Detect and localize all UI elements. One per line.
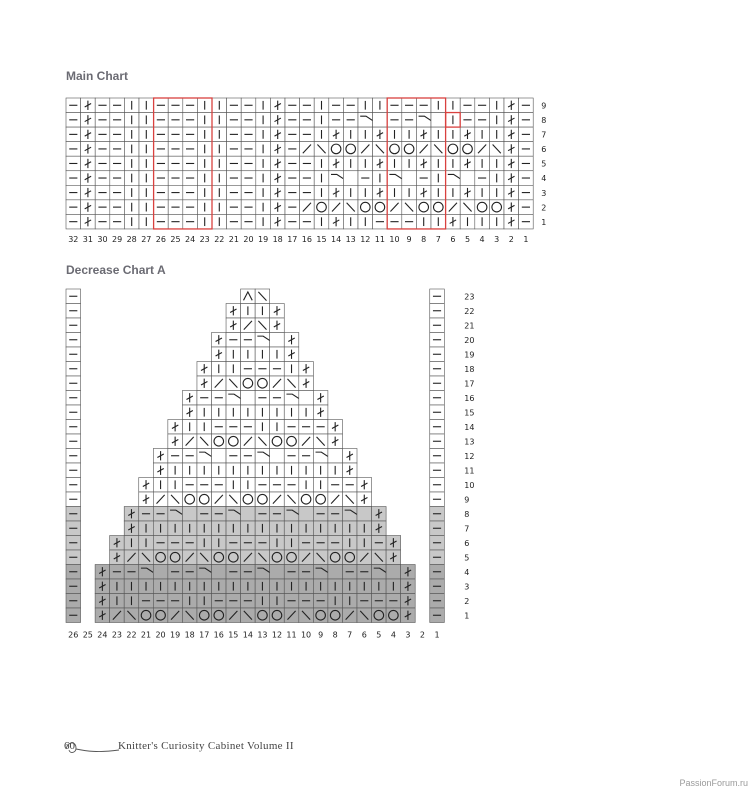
main-chart-col-label: 16	[301, 234, 312, 244]
decrease-chart-col-label: 12	[271, 630, 283, 640]
decrease-chart-cell	[328, 449, 343, 464]
decrease-chart-cell	[299, 507, 314, 522]
decrease-chart-col-label: 9	[318, 630, 324, 640]
decrease-chart-cell	[299, 391, 314, 406]
decrease-chart-row-label: 19	[464, 350, 475, 360]
decrease-chart-row-label: 4	[464, 567, 470, 577]
decrease-chart-row-label: 10	[464, 480, 475, 490]
main-chart-row-label: 7	[541, 130, 547, 140]
decrease-chart-cell	[241, 507, 256, 522]
decrease-chart-cell	[270, 565, 285, 580]
decrease-chart-cell	[255, 449, 270, 464]
decrease-chart-col-label: 24	[97, 630, 108, 640]
decrease-chart-col-label: 11	[286, 630, 297, 640]
main-chart-col-label: 12	[360, 234, 371, 244]
decrease-chart-row-label: 21	[464, 321, 475, 331]
decrease-chart-col-label: 21	[140, 630, 152, 640]
main-chart-col-label: 21	[228, 234, 239, 244]
decrease-chart-cell	[212, 449, 227, 464]
decrease-chart-cell	[284, 391, 299, 406]
decrease-chart-cell	[139, 565, 154, 580]
decrease-chart-cell	[241, 391, 256, 406]
decrease-chart-row-label: 1	[464, 611, 470, 621]
main-chart-col-label: 8	[421, 234, 427, 244]
main-chart-col-label: 10	[389, 234, 400, 244]
decrease-chart-cell	[197, 565, 212, 580]
main-chart-col-label: 25	[170, 234, 181, 244]
decrease-chart-cell	[270, 449, 285, 464]
main-chart-col-label: 9	[406, 234, 412, 244]
decrease-chart-cell	[226, 391, 241, 406]
main-chart-col-label: 31	[82, 234, 93, 244]
decrease-chart-cell	[212, 565, 227, 580]
main-chart-row-label: 2	[541, 203, 547, 213]
main-chart-col-label: 29	[112, 234, 123, 244]
decrease-chart-cell	[357, 507, 372, 522]
main-chart-title: Main Chart	[66, 69, 129, 83]
decrease-chart-row-label: 7	[464, 524, 470, 534]
decrease-chart-row-label: 12	[464, 451, 475, 461]
decrease-chart-col-label: 7	[347, 630, 353, 640]
decrease-chart-cell	[386, 565, 401, 580]
decrease-chart-col-label: 4	[390, 630, 396, 640]
main-chart-col-label: 4	[479, 234, 485, 244]
decrease-chart-col-label: 23	[111, 630, 123, 640]
decrease-chart-row-label: 17	[464, 379, 475, 389]
main-chart-col-label: 6	[450, 234, 456, 244]
main-chart-col-label: 17	[287, 234, 298, 244]
main-chart-row-label: 5	[541, 159, 547, 169]
book-title: Knitter's Curiosity Cabinet Volume II	[118, 740, 294, 752]
decrease-chart-col-label: 20	[155, 630, 166, 640]
decrease-chart-row-label: 13	[464, 437, 475, 447]
main-chart-col-label: 14	[331, 234, 342, 244]
decrease-chart-cell	[168, 507, 183, 522]
decrease-chart-cell	[342, 507, 357, 522]
main-chart-col-label: 28	[126, 234, 137, 244]
decrease-chart-col-label: 18	[184, 630, 195, 640]
main-chart-col-label: 23	[199, 234, 210, 244]
decrease-chart-col-label: 10	[300, 630, 312, 640]
decrease-chart-col-label: 3	[405, 630, 411, 640]
decrease-chart-col-label: 22	[126, 630, 137, 640]
decrease-chart-cell	[153, 565, 168, 580]
decrease-chart-col-label: 15	[228, 630, 239, 640]
decrease-chart-col-label: 14	[242, 630, 253, 640]
decrease-chart-row-label: 5	[464, 553, 470, 563]
main-chart-col-label: 22	[214, 234, 225, 244]
decrease-chart-col-label: 5	[376, 630, 382, 640]
decrease-chart-cell	[328, 565, 343, 580]
main-chart-col-label: 11	[374, 234, 385, 244]
decrease-chart-col-label: 8	[332, 630, 338, 640]
main-chart-col-label: 3	[494, 234, 500, 244]
decrease-chart-cell	[255, 565, 270, 580]
decrease-chart-row-label: 14	[464, 422, 475, 432]
decrease-chart-cell	[284, 507, 299, 522]
decrease-chart-cell	[255, 333, 270, 348]
main-chart-col-label: 19	[258, 234, 269, 244]
decrease-chart-cell	[197, 449, 212, 464]
main-chart-row-label: 3	[541, 188, 547, 198]
decrease-chart-row-label: 15	[464, 408, 475, 418]
main-chart-col-label: 27	[141, 234, 152, 244]
decrease-chart-row-label: 3	[464, 582, 470, 592]
decrease-chart-row-label: 6	[464, 538, 470, 548]
decrease-chart-cell	[270, 333, 285, 348]
main-chart-row-label: 1	[541, 217, 547, 227]
main-chart-col-label: 32	[68, 234, 79, 244]
decrease-chart-col-label: 13	[257, 630, 268, 640]
main-chart-row-label: 4	[541, 174, 547, 184]
main-chart-col-label: 5	[464, 234, 471, 244]
decrease-chart-row-label: 18	[464, 364, 475, 374]
decrease-chart-row-label: 22	[464, 306, 475, 316]
decrease-chart-col-label: 19	[170, 630, 181, 640]
page-number: 60	[64, 740, 75, 752]
main-chart-col-label: 15	[316, 234, 327, 244]
main-chart-row-label: 6	[541, 145, 547, 155]
decrease-chart-row-label: 20	[464, 335, 475, 345]
decrease-chart-row-label: 11	[464, 466, 475, 476]
main-chart-row-label: 9	[541, 101, 547, 111]
decrease-chart-cell	[313, 449, 328, 464]
main-chart-col-label: 2	[508, 234, 514, 244]
main-chart-col-label: 20	[243, 234, 254, 244]
main-chart-col-label: 30	[97, 234, 108, 244]
decrease-chart-row-label: 2	[464, 596, 470, 606]
main-chart-col-label: 13	[345, 234, 356, 244]
decrease-chart-col-label: 2	[419, 630, 426, 640]
decrease-chart-row-label: 9	[464, 495, 470, 505]
main-chart-col-label: 1	[523, 234, 529, 244]
decrease-chart-col-label: 17	[199, 630, 210, 640]
decrease-chart-row-label: 16	[464, 393, 475, 403]
watermark: PassionForum.ru	[679, 778, 748, 788]
main-chart-col-label: 7	[435, 234, 441, 244]
decrease-chart-row-label: 23	[464, 292, 475, 302]
main-chart-col-label: 26	[155, 234, 166, 244]
decrease-chart-col-label: 16	[213, 630, 224, 640]
decrease-chart-col-label: 6	[361, 630, 367, 640]
decrease-chart-title: Decrease Chart A	[66, 263, 166, 277]
decrease-chart-cell	[313, 565, 328, 580]
decrease-chart-col-label: 25	[82, 630, 93, 640]
main-chart-col-label: 24	[185, 234, 196, 244]
main-chart-row-label: 8	[541, 116, 547, 126]
decrease-chart-cell	[226, 507, 241, 522]
decrease-chart-cell	[182, 507, 197, 522]
decrease-chart-col-label: 26	[68, 630, 79, 640]
decrease-chart-col-label: 1	[434, 630, 440, 640]
decrease-chart-row-label: 8	[464, 509, 470, 519]
main-chart-col-label: 18	[272, 234, 283, 244]
decrease-chart-cell	[372, 565, 387, 580]
